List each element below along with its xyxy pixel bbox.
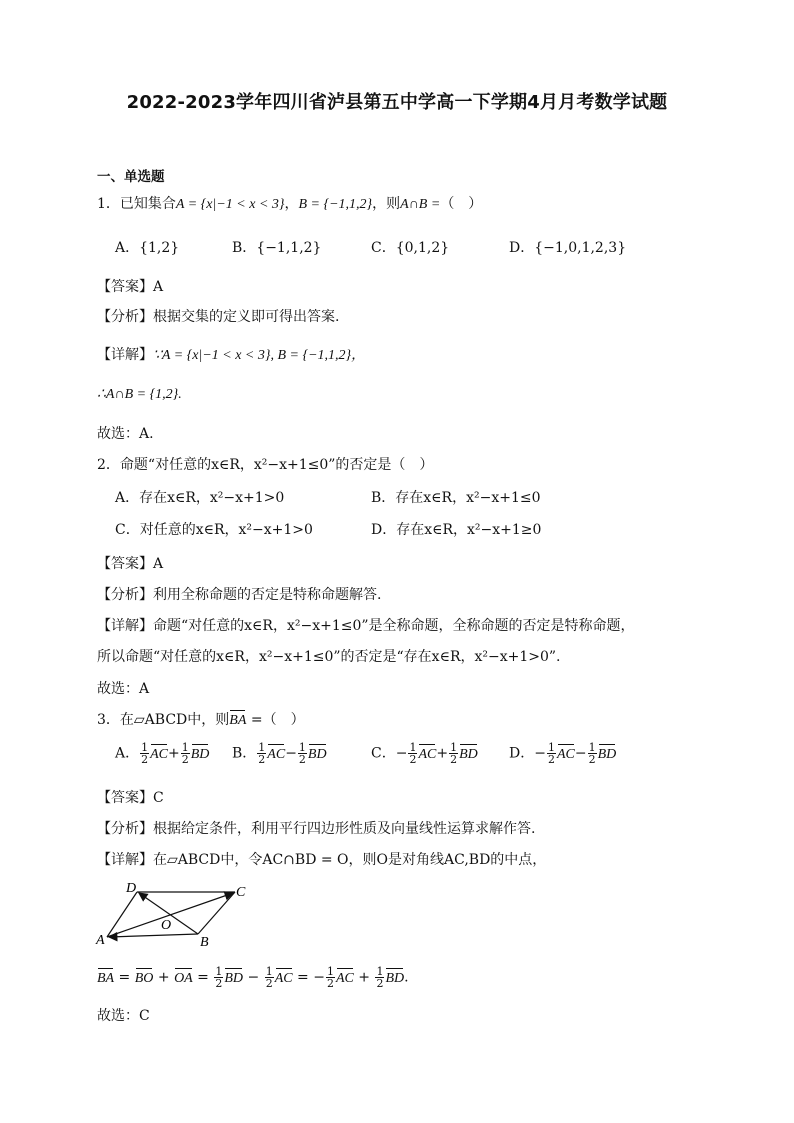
q1-option-c: C．{0,1,2} [371, 240, 450, 256]
q2-option-c: C．对任意的x∈R，x²−x+1>0 [115, 522, 313, 538]
page-title: 2022-2023学年四川省泸县第五中学高一下学期4月月考数学试题 [126, 92, 668, 113]
q2-detail-2: 所以命题“对任意的x∈R，x²−x+1≤0”的否定是“存在x∈R，x²−x+1>0”. [97, 649, 561, 665]
q1-option-b: B．{−1,1,2} [232, 240, 322, 256]
q2-stem: 2．命题“对任意的x∈R，x²−x+1≤0”的否定是（ ） [97, 457, 434, 473]
q1-stem: 1．已知集合A = {x|−1 < x < 3}，B = {−1,1,2}，则A∩B =（ ） [97, 196, 483, 212]
q1-answer: 【答案】A [97, 279, 164, 295]
q3-option-a: A． $\frac{1}{2}$ AC+ $\frac{1}{2}$ BD [115, 741, 210, 766]
q3-detail-1: 【详解】在▱ABCD中，令AC∩BD = O，则O是对角线AC,BD的中点， [97, 852, 547, 868]
label-c: C [236, 885, 246, 900]
parallelogram-figure [90, 878, 260, 950]
q3-option-c: C．− $\frac{1}{2}$ AC+ $\frac{1}{2}$ BD [371, 741, 478, 766]
q3-option-b: B． $\frac{1}{2}$ AC− $\frac{1}{2}$ BD [232, 741, 327, 766]
label-a: A [96, 933, 105, 948]
q2-answer: 【答案】A [97, 556, 164, 572]
q3-stem: 3．在▱ABCD中，则BA =（ ） [97, 712, 305, 728]
label-o: O [161, 918, 172, 933]
q2-detail-1: 【详解】命题“对任意的x∈R，x²−x+1≤0”是全称命题，全称命题的否定是特称命题， [97, 618, 635, 634]
q2-analysis: 【分析】利用全称命题的否定是特称命题解答. [97, 587, 382, 603]
label-d: D [126, 881, 137, 896]
q1-option-d: D．{−1,0,1,2,3} [509, 240, 627, 256]
label-b: B [200, 935, 209, 950]
q2-choose: 故选：A [97, 681, 150, 697]
vector-ba [109, 934, 198, 937]
q3-analysis: 【分析】根据给定条件，利用平行四边形性质及向量线性运算求解作答. [97, 821, 536, 837]
q1-detail-1: 【详解】∵A = {x|−1 < x < 3}, B = {−1,1,2}， [97, 347, 366, 363]
q3-equation: BA = BO + OA = $\frac{1}{2}$ BD − $\frac{1}{2}$ AC = − $\frac{1}{2}$ AC + $\frac{1}{2}$ BD. [97, 965, 409, 990]
q1-choose: 故选：A. [97, 426, 154, 442]
q3-answer: 【答案】C [97, 790, 164, 806]
q3-option-d: D．− $\frac{1}{2}$ AC− $\frac{1}{2}$ BD [509, 741, 617, 766]
q2-option-b: B．存在x∈R，x²−x+1≤0 [371, 490, 541, 506]
q1-detail-2: ∴A∩B = {1,2}. [97, 387, 182, 402]
q2-option-d: D．存在x∈R，x²−x+1≥0 [371, 522, 542, 538]
q3-choose: 故选：C [97, 1008, 150, 1024]
edge-da [107, 892, 137, 937]
section-heading: 一、单选题 [97, 169, 165, 185]
q1-analysis: 【分析】根据交集的定义即可得出答案. [97, 309, 340, 325]
q1-option-a: A．{1,2} [115, 240, 180, 256]
q2-option-a: A．存在x∈R，x²−x+1>0 [115, 490, 285, 506]
